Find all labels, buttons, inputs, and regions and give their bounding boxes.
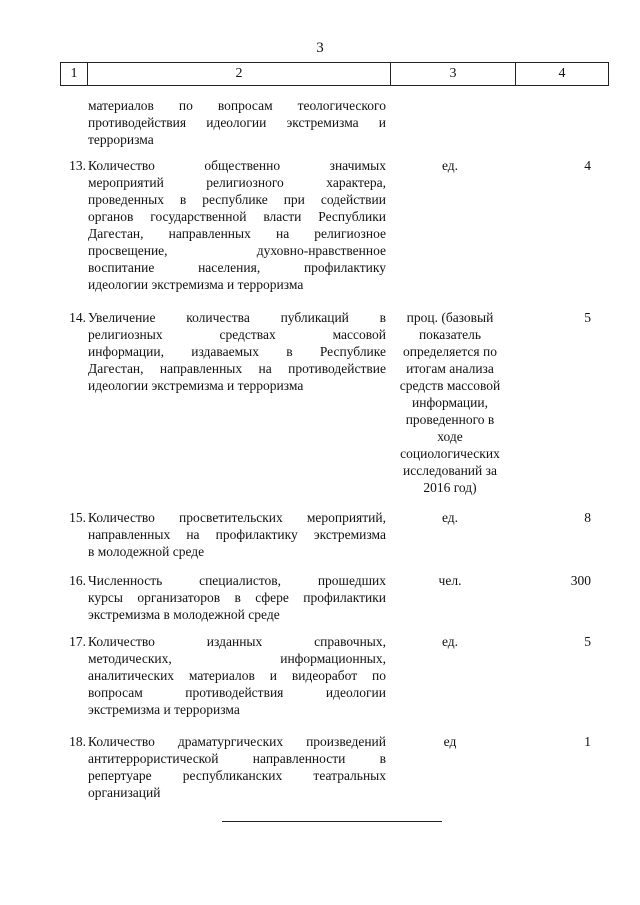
description-line: проведенных в республике при содействии <box>88 192 386 207</box>
header-col-3: 3 <box>449 66 457 81</box>
unit-of-measure <box>390 309 510 496</box>
target-value: 4 <box>584 158 591 173</box>
indicator-description <box>88 733 386 801</box>
indicator-description <box>88 633 386 718</box>
unit-line: исследований за <box>403 463 497 478</box>
unit-line: 2016 год) <box>423 480 477 495</box>
description-line: экстремизма в молодежной среде <box>88 607 280 622</box>
description-line: идеологии экстремизма и терроризма <box>88 378 304 393</box>
row-number: 18. <box>69 734 86 749</box>
description-line: органов государственной власти Республики <box>88 209 386 224</box>
description-line: Дагестан, направленных на религиозное <box>88 226 386 241</box>
description-line: организаций <box>88 785 161 800</box>
indicator-description <box>88 157 386 293</box>
target-value: 8 <box>584 510 591 525</box>
row-number: 13. <box>69 158 86 173</box>
end-of-table-rule <box>222 821 442 822</box>
description-line: информации, издаваемых в Республике <box>88 344 386 359</box>
description-line: терроризма <box>88 132 154 147</box>
table-header <box>60 62 609 86</box>
unit-of-measure <box>390 633 510 650</box>
description-line: Дагестан, направленных на противодействие <box>88 361 386 376</box>
unit-of-measure <box>390 572 510 589</box>
description-line: Увеличение количества публикаций в <box>88 310 386 325</box>
target-value: 300 <box>570 573 591 588</box>
header-col-1: 1 <box>70 66 78 81</box>
description-line: воспитание населения, профилактику <box>88 260 386 275</box>
description-line: материалов по вопросам теологического <box>88 98 386 113</box>
indicator-description <box>88 509 386 560</box>
unit-of-measure <box>390 733 510 750</box>
indicator-description <box>88 309 386 394</box>
unit-line: проведенного в <box>405 412 495 427</box>
description-line: направленных на профилактику экстремизма <box>88 527 386 542</box>
description-line: методических, информационных, <box>88 651 386 666</box>
description-line: антитеррористической направленности в <box>88 751 386 766</box>
description-line: курсы организаторов в сфере профилактики <box>88 590 386 605</box>
indicator-description <box>88 97 386 148</box>
unit-line: показатель <box>418 327 482 342</box>
target-value: 5 <box>584 310 591 325</box>
unit-line: определяется по <box>403 344 497 359</box>
unit-line: ед. <box>441 634 459 649</box>
target-value: 1 <box>584 734 591 749</box>
target-value: 5 <box>584 634 591 649</box>
description-line: вопросам противодействия идеологии <box>88 685 386 700</box>
description-line: идеологии экстремизма и терроризма <box>88 277 304 292</box>
description-line: Количество драматургических произведений <box>88 734 386 749</box>
unit-line: проц. (базовый <box>406 310 494 325</box>
row-number: 14. <box>69 310 86 325</box>
header-col-4: 4 <box>558 66 566 81</box>
row-number: 17. <box>69 634 86 649</box>
description-line: репертуаре республиканских театральных <box>88 768 386 783</box>
page-number: 3 <box>316 40 324 56</box>
description-line: противодействия идеологии экстремизма и <box>88 115 386 130</box>
unit-line: информации, <box>412 395 488 410</box>
unit-of-measure <box>390 509 510 526</box>
unit-line: ед. <box>441 510 459 525</box>
indicator-description <box>88 572 386 623</box>
unit-line: ходе <box>437 429 463 444</box>
unit-line: социологических <box>400 446 500 461</box>
description-line: Количество общественно значимых <box>88 158 386 173</box>
unit-line: средств массовой <box>399 378 501 393</box>
description-line: экстремизма и терроризма <box>88 702 240 717</box>
description-line: просвещение, духовно-нравственное <box>88 243 386 258</box>
description-line: мероприятий религиозного характера, <box>88 175 386 190</box>
row-number: 16. <box>69 573 86 588</box>
description-line: аналитических материалов и видеоработ по <box>88 668 386 683</box>
unit-line: итогам анализа <box>406 361 494 376</box>
description-line: Численность специалистов, прошедших <box>88 573 386 588</box>
unit-line: ед <box>443 734 457 749</box>
unit-line: ед. <box>441 158 459 173</box>
unit-of-measure <box>390 157 510 174</box>
description-line: Количество просветительских мероприятий, <box>88 510 386 525</box>
row-number: 15. <box>69 510 86 525</box>
description-line: в молодежной среде <box>88 544 205 559</box>
unit-line: чел. <box>438 573 462 588</box>
description-line: религиозных средствах массовой <box>88 327 386 342</box>
header-col-2: 2 <box>235 66 243 81</box>
description-line: Количество изданных справочных, <box>88 634 386 649</box>
